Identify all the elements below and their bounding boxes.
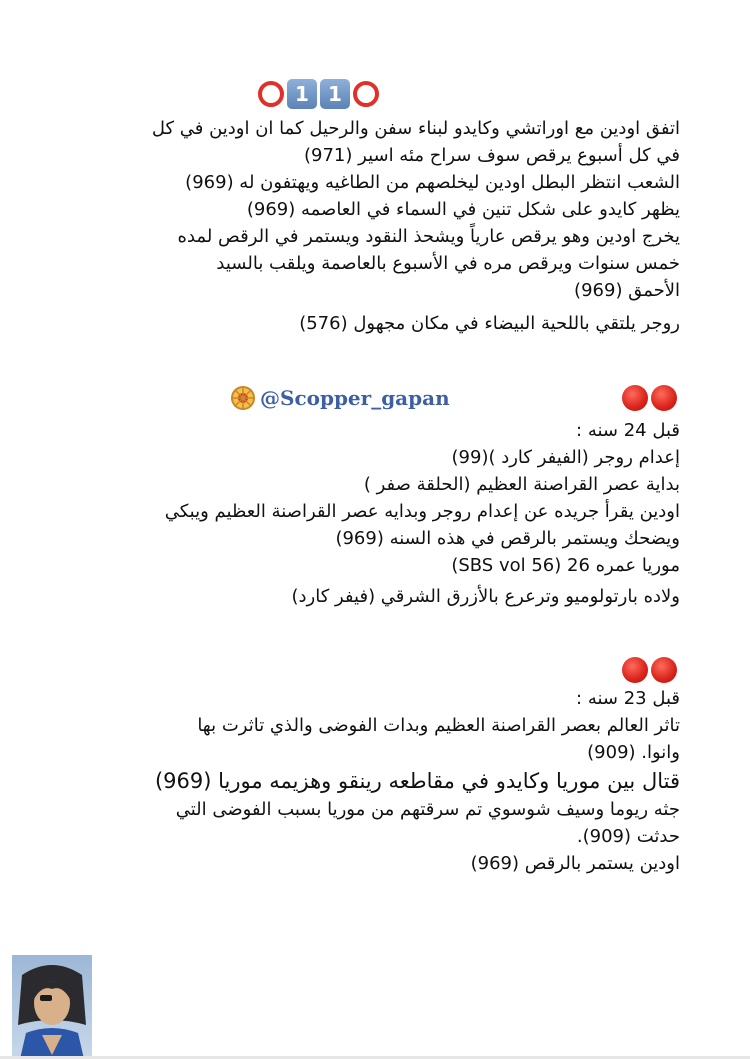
text-line: اتفق اودين مع اوراتشي وكايدو لبناء سفن والرحيل كما ان اودين في كل — [151, 118, 680, 139]
text-line: الشعب انتظر البطل اودين ليخلصهم من الطاغيه ويهتفون له (969) — [185, 172, 680, 193]
section1-text — [80, 115, 680, 337]
twitter-handle — [230, 385, 450, 411]
text-line: خمس سنوات ويرقص مره في الأسبوع بالعاصمة ويلقب بالسيد — [216, 253, 680, 274]
text-line: ولاده بارتولوميو وترعرع بالأزرق الشرقي (فيفر كارد) — [291, 586, 680, 607]
handle-text: @Scopper_gapan — [260, 386, 450, 410]
text-line: اودين يستمر بالرقص (969) — [470, 853, 680, 874]
ship-wheel-icon — [230, 385, 256, 411]
text-line: يخرج اودين وهو يرقص عارياً ويشحذ النقود ويستمر في الرقص لمده — [177, 226, 680, 247]
keycap-one-icon: 1 — [287, 79, 317, 109]
section3-text — [80, 685, 680, 877]
red-ring-icon — [258, 81, 284, 107]
text-line: موريا عمره 26 (SBS vol 56) — [451, 555, 680, 576]
text-line: اودين يقرأ جريده عن إعدام روجر وبدايه عصر القراصنة العظيم ويبكي — [164, 501, 680, 522]
text-line: قبل 24 سنه : — [576, 420, 680, 441]
text-line: قتال بين موريا وكايدو في مقاطعه رينقو وهزيمه موريا (969) — [154, 769, 680, 793]
section3-emoji-row — [622, 657, 677, 683]
avatar — [12, 955, 92, 1059]
section2-text — [80, 417, 680, 610]
red-circle-icon — [651, 657, 677, 683]
section2-emoji-row — [622, 385, 677, 411]
text-line: في كل أسبوع يرقص سوف سراح مئه اسير (971) — [304, 145, 680, 166]
text-line: ويضحك ويستمر بالرقص في هذه السنه (969) — [335, 528, 680, 549]
red-circle-icon — [622, 657, 648, 683]
text-line: تاثر العالم بعصر القراصنة العظيم وبدات الفوضى والذي تاثرت بها — [197, 715, 680, 736]
section1-emoji-row — [258, 79, 379, 109]
keycap-one-icon: 1 — [320, 79, 350, 109]
character-avatar-image — [12, 955, 92, 1059]
red-circle-icon — [622, 385, 648, 411]
text-line: جثه ريوما وسيف شوسوي تم سرقتهم من موريا بسبب الفوضى التي — [175, 799, 680, 820]
text-line: روجر يلتقي باللحية البيضاء في مكان مجهول (576) — [299, 313, 680, 334]
text-line: وانوا. (909) — [587, 742, 680, 763]
text-line: الأحمق (969) — [574, 280, 680, 301]
red-ring-icon — [353, 81, 379, 107]
text-line: يظهر كايدو على شكل تنين في السماء في العاصمه (969) — [246, 199, 680, 220]
text-line: بداية عصر القراصنة العظيم (الحلقة صفر ) — [363, 474, 680, 495]
red-circle-icon — [651, 385, 677, 411]
text-line: إعدام روجر (الفيفر كارد )(99) — [451, 447, 680, 468]
text-line: حدثت (909). — [576, 826, 680, 847]
text-line: قبل 23 سنه : — [576, 688, 680, 709]
